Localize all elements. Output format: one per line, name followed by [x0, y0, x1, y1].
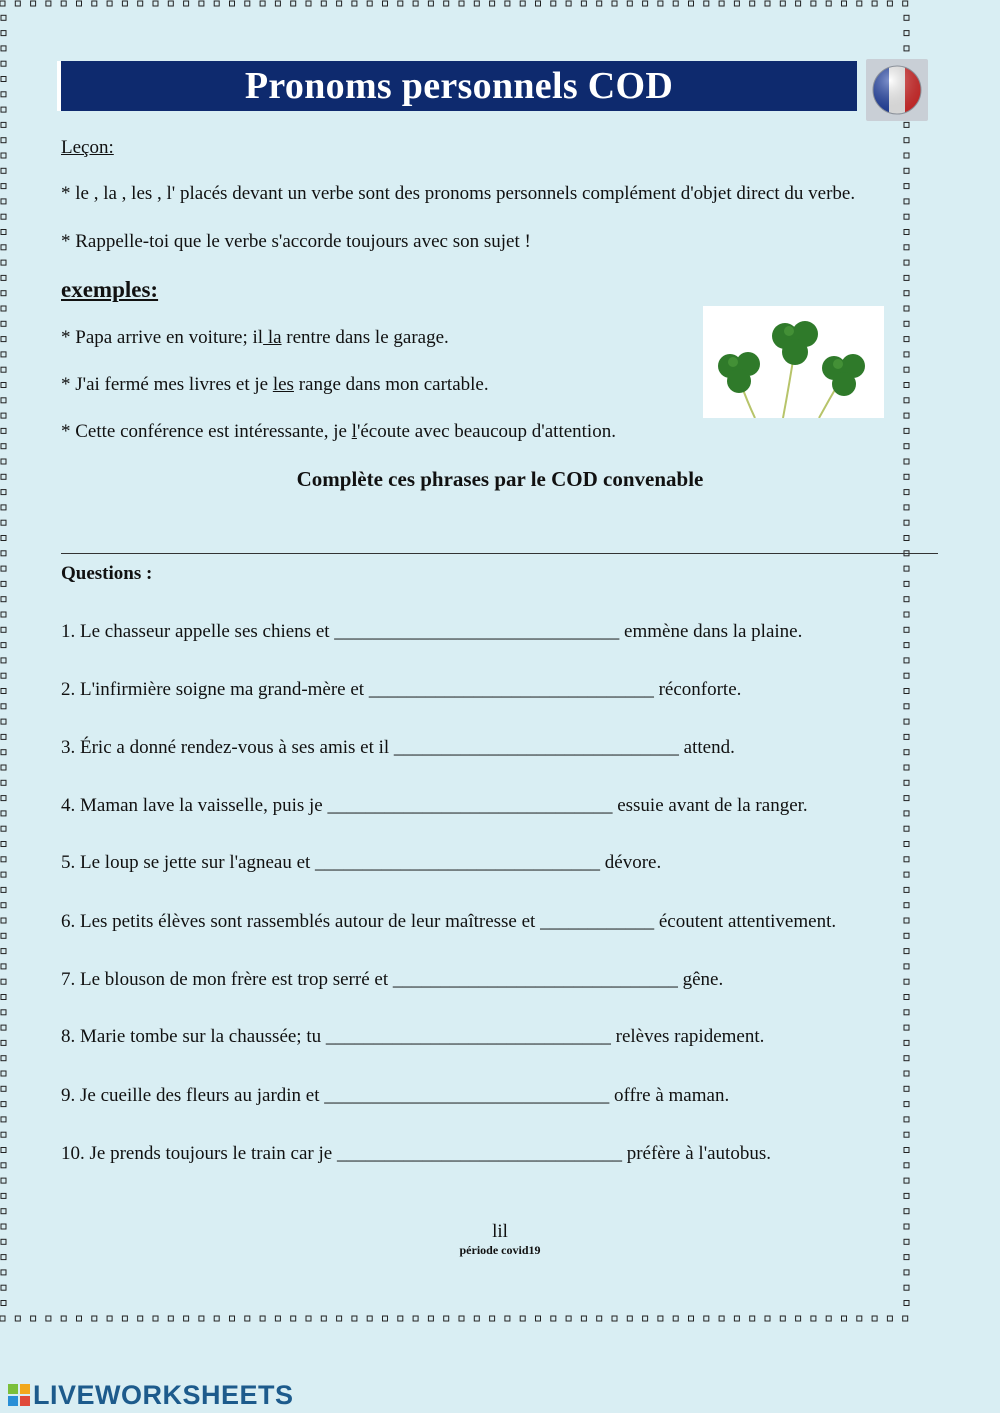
- question-6: 6. Les petits élèves sont rassemblés autour de leur maîtresse et ____________ écoutent attentivement.: [61, 911, 837, 932]
- footer-author: lil: [492, 1221, 508, 1242]
- question-9: 9. Je cueille des fleurs au jardin et ______________________________ offre à maman.: [61, 1085, 730, 1106]
- question-1: 1. Le chasseur appelle ses chiens et ______________________________ emmène dans la plaine.: [61, 621, 803, 642]
- example-cod: la: [263, 327, 282, 348]
- example-3: * Cette conférence est intéressante, je l'écoute avec beaucoup d'attention.: [61, 421, 616, 442]
- example-cod: les: [272, 374, 294, 395]
- question-5: 5. Le loup se jette sur l'agneau et ______________________________ dévore.: [61, 852, 662, 873]
- question-7: 7. Le blouson de mon frère est trop serré et ______________________________ gêne.: [61, 969, 724, 990]
- question-10: 10. Je prends toujours le train car je ______________________________ préfère à l'autobus.: [61, 1143, 771, 1164]
- example-1: * Papa arrive en voiture; il la rentre dans le garage.: [61, 327, 449, 348]
- page-title: Pronoms personnels COD: [244, 65, 674, 107]
- examples-heading: exemples:: [61, 277, 159, 302]
- clover-image: [703, 306, 884, 418]
- example-cod: l: [351, 421, 357, 442]
- title-banner: [57, 61, 857, 111]
- france-flag-icon: [866, 59, 928, 121]
- question-4: 4. Maman lave la vaisselle, puis je ______________________________ essuie avant de la ranger.: [61, 795, 808, 816]
- liveworksheets-icon: [8, 1384, 30, 1406]
- instruction: Complète ces phrases par le COD convenable: [296, 467, 704, 491]
- lesson-heading: Leçon:: [61, 137, 114, 158]
- question-3: 3. Éric a donné rendez-vous à ses amis et il ______________________________ attend.: [61, 737, 735, 758]
- lesson-rule-1: * le , la , les , l' placés devant un verbe sont des pronoms personnels complément d'objet direct du verbe.: [61, 183, 856, 204]
- question-8: 8. Marie tombe sur la chaussée; tu ______________________________ relèves rapidement.: [61, 1026, 765, 1047]
- liveworksheets-logo[interactable]: [8, 1380, 294, 1410]
- example-2: * J'ai fermé mes livres et je les range dans mon cartable.: [61, 374, 489, 395]
- footer-note: période covid19: [459, 1243, 541, 1257]
- questions-heading: Questions :: [61, 563, 153, 584]
- lesson-rule-2: * Rappelle-toi que le verbe s'accorde toujours avec son sujet !: [61, 231, 531, 252]
- divider: [61, 553, 938, 554]
- question-2: 2. L'infirmière soigne ma grand-mère et ______________________________ réconforte.: [61, 679, 742, 700]
- brand-text: LIVEWORKSHEETS: [33, 1379, 294, 1410]
